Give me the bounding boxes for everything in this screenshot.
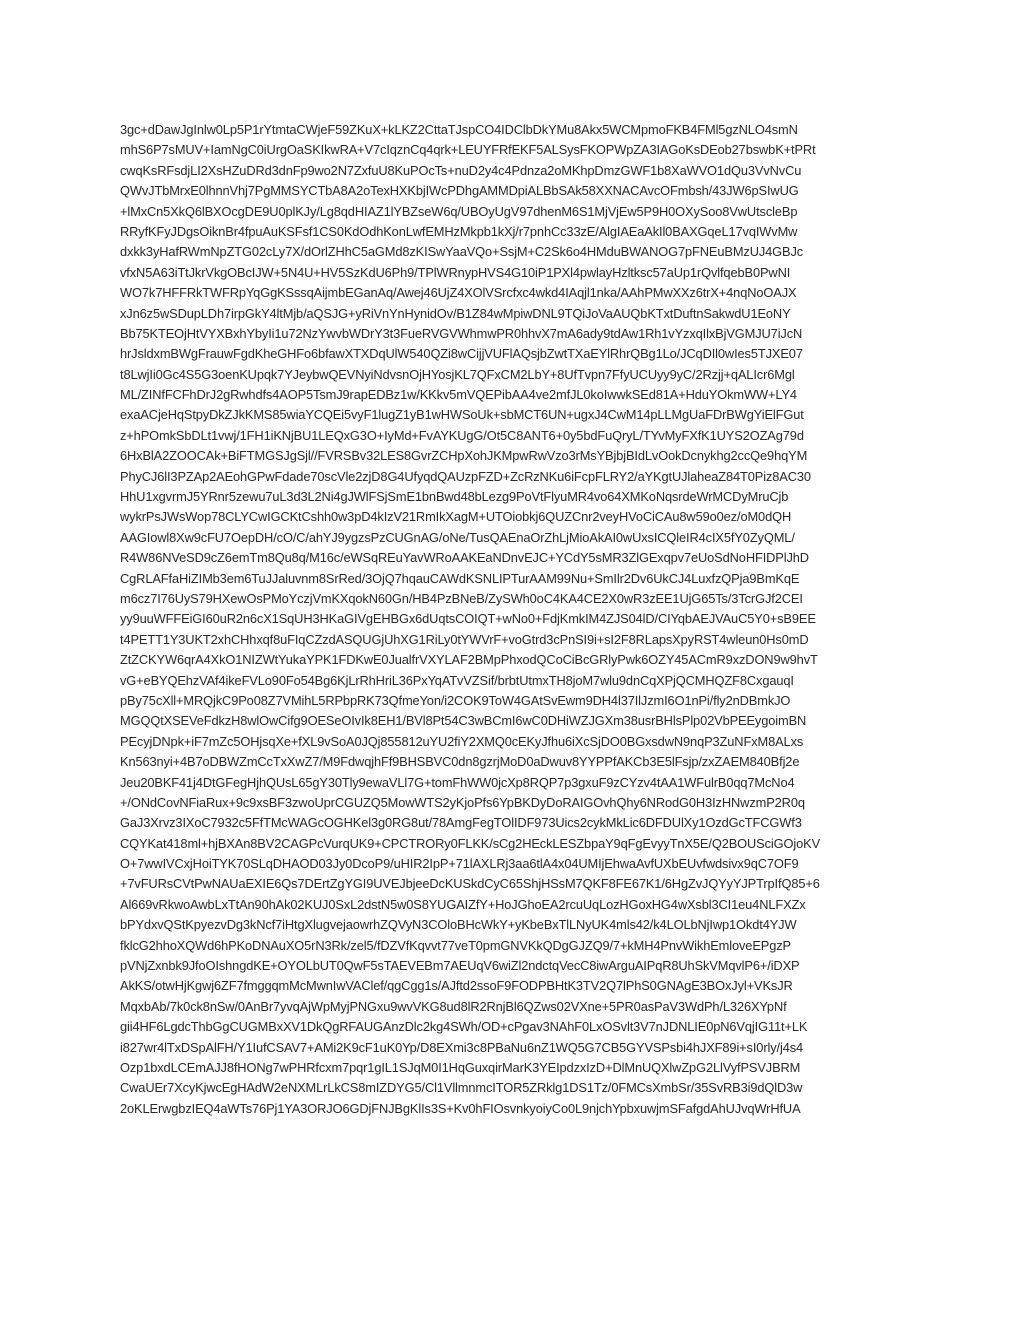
text-line: QWvJTbMrxE0lhnnVhj7PgMMSYCTbA8A2oTexHXKbjIWcPDhgAMMDpiALBbSAk58XXNACAvcOFmbsh/43JW6pSIwUG — [120, 183, 799, 199]
text-line: vG+eBYQEhzVAf4ikeFVLo90Fo54Bg6KjLrRhHriL36PxYqATvVZSif/brbtUtmxTH8joM7wlu9dnCqXPjQCMHQZF8CxgauqI — [120, 672, 794, 688]
text-line: dxkk3yHafRWmNpZTG02cLy7X/dOrlZHhC5aGMd8zKISwYaaVQo+SsjM+C2Sk6o4HMduBWANOG7pFNEuBMzUJ4GBJc — [120, 244, 804, 260]
text-line: bPYdxvQStKpyezvDg3kNcf7iHtgXlugvejaowrhZQVyN3COloBHcWkY+yKbeBxTlLNyUK4mls42/k4LOLbNjIwp1Okdt4YJW — [120, 917, 797, 933]
text-line: yy9uuWFFEiGI60uR2n6cX1SqUH3HKaGIVgEHBGx6dUqtsCOIQT+wNo0+FdjKmkIM4ZJS04lD/CIYqbAEJVAuC5Y0+sB9EE — [120, 611, 816, 627]
text-line: gii4HF6LgdcThbGgCUGMBxXV1DkQgRFAUGAnzDlc2kg4SWh/OD+cPgav3NAhF0LxOSvlt3V7nJDNLIE0pN6VqjIG11t+LK — [120, 1019, 808, 1035]
text-line: +/ONdCovNFiaRux+9c9xsBF3zwoUprCGUZQ5MowWTS2yKjoPfs6YpBKDyDoRAIGOvhQhy6NRodG0H3IzHNwzmP2R0q — [120, 794, 805, 810]
text-line: m6cz7I76UyS79HXewOsPMoYczjVmKXqokN60Gn/HB4PzBNeB/ZySWh0oC4KA4CE2X0wR3zEE1UjG65Ts/3TcrGJf2CEI — [120, 590, 803, 606]
text-line: ZtZCKYW6qrA4XkO1NIZWtYukaYPK1FDKwE0JualfrVXYLAF2BMpPhxodQCoCiBcGRlyPwk6OZY45ACmR9xzDON9w9hvT — [120, 652, 818, 668]
text-line: fklcG2hhoXQWd6hPKoDNAuXO5rN3Rk/zel5/fDZVfKqvvt77veT0pmGNVKkQDgGJZQ9/7+kMH4PnvWikhEmloveEPgzP — [120, 937, 791, 953]
text-line: 2oKLErwgbzIEQ4aWTs76Pj1YA3ORJO6GDjFNJBgKlIs3S+Kv0hFIOsvnkyoiyCo0L9njchYpbxuwjmSFafgdAhUJvqWrHfUA — [120, 1100, 801, 1116]
text-line: pVNjZxnbk9JfoOIshngdKE+OYOLbUT0QwF5sTAEVEBm7AEUqV6wiZl2ndctqVecC8iwArguAIPqR8UhSkVMqvlP6+/iDXP — [120, 958, 800, 974]
text-line: PEcyjDNpk+iF7mZc5OHjsqXe+fXL9vSoA0JQj855812uYU2fiY2XMQ0cEKyJfhu6iXcSjDO0BGxsdwN9nqP3ZuNFxM8ALxs — [120, 733, 804, 749]
text-line: 3gc+dDawJgInlw0Lp5P1rYtmtaCWjeF59ZKuX+kLKZ2CttaTJspCO4IDClbDkYMu8Akx5WCMpmoFKB4FMl5gzNLO4smN — [120, 122, 798, 137]
text-line: z+hPOmkSbDLt1vwj/1FH1iKNjBU1LEQxG3O+IyMd+FvAYKUgG/Ot5C8ANT6+0y5bdFuQryL/TYvMyFXfK1UYS2OZAg79d — [120, 427, 804, 443]
text-line: CwaUEr7XcyKjwcEgHAdW2eNXMLrLkCS8mIZDYG5/Cl1VllmnmcITOR5ZRklg1DS1Tz/0FMCsXmbSr/35SvRB3i9dQlD3w — [120, 1080, 803, 1096]
text-line: Kn563nyi+4B7oDBWZmCcTxXwZ7/M9FdwqjhFf9BHSBVC0dn8gzrjMoD0aDwuv8YYPPfAKCb3E5lFsjp/zxZAEM840Bfj2e — [120, 754, 800, 770]
text-line: MqxbAb/7k0ck8nSw/0AnBr7yvqAjWpMyjPNGxu9wvVKG8ud8lR2RnjBl6QZws02VXne+5PR0asPaV3WdPh/L326XYpNf — [120, 998, 787, 1014]
text-line: AAGIowl8Xw9cFU7OepDH/cO/C/ahYJ9ygzsPzCUGnAG/oNe/TusQAEnaOrZhLjMioAkAI0wUxsICQleIR4cIX5fY0ZyQML/ — [120, 529, 795, 545]
text-line: exaACjeHqStpyDkZJkKMS85wiaYCQEi5vyF1lugZ1yB1wHWSoUk+sbMCT6UN+ugxJ4CwM14pLLMgUaFDrBWgYiElFGut — [120, 407, 804, 423]
text-line: i827wr4lTxDSpAlFH/Y1IufCSAV7+AMi2K9cF1uK0Yp/D8EXmi3c8PBaNu6nZ1WQ5G7CB5GYVSPsbi4hJXF89i+sI0rly/j4s4 — [120, 1039, 804, 1055]
text-line: ML/ZINfFCFhDrJ2gRwhdfs4AOP5TsmJ9rapEDBz1w/KKkv5mVQEPibAA4ve2mfJL0koIwwkSEd81A+HduYOkmWW+LY4 — [120, 387, 797, 403]
text-line: xJn6z5wSDupLDh7irpGkY4ltMjb/aQSJG+yRiVnYnHynidOv/B1Z84wMpiwDNL9TQiJoVaAUQbKTxtDuftnSakwdU1EoNY — [120, 305, 791, 321]
text-line: t4PETT1Y3UKT2xhCHhxqf8uFIqCZzdASQUGjUhXG1RiLy0tYWVrF+voGtrd3cPnSI9i+sI2F8RLapsXpyRST4wleun0Hs0mD — [120, 631, 809, 647]
text-line: cwqKsRFsdjLI2XsHZuDRd3dnFp9wo2N7ZxfuU8KuPOcTs+nuD2y4c4Pdnza2oMKhpDmzGWF1b8XaWVO1dQu3VvNvCu — [120, 162, 802, 178]
text-line: +lMxCn5XkQ6lBXOcgDE9U0plKJy/Lg8qdHIAZ1lYBZseW6q/UBOyUgV97dhenM6S1MjVjEw5P9H0OXySoo8VwUtscleBp — [120, 203, 798, 219]
text-line: CgRLAFfaHiZIMb3em6TuJJaluvnm8SrRed/3OjQ7hqauCAWdKSNLIPTurAAM99Nu+SmIlr2Dv6UkCJ4LuxfzQPja9BmKqE — [120, 570, 800, 586]
text-line: HhU1xgvrmJ5YRnr5zewu7uL3d3L2Ni4gJWlFSjSmE1bnBwd48bLezg9PoVtFlyuMR4vo64XMKoNqsrdeWrMCDyMruCjb — [120, 489, 789, 505]
text-line: Al669vRkwoAwbLxTtAn90hAk02KUJ0SxL2dstN5w0S8YUGAIZfY+HoJGhoEA2rcuUqLozHGoxHG4wXsbl3CI1eu4NLFXZx — [120, 896, 806, 912]
text-line: CQYKat418ml+hjBXAn8BV2CAGPcVurqUK9+CPCTRORy0FLKK/sCg2HEckLESZbpaY9qFgEvyyTnX5E/Q2BOUSciGOjoKV — [120, 835, 821, 851]
text-line: PhyCJ6lI3PZAp2AEohGPwFdade70scVle2zjD8G4UfyqdQAUzpFZD+ZcRzNKu6iFcpFLRY2/aYKgtUJlaheaZ84T0Piz8AC30 — [120, 468, 811, 484]
text-line: AkKS/otwHjKgwj6ZF7fmggqmMcMwnIwVAClef/qgCgg1s/AJftd2ssoF9FODPBHtK3TV2Q7lPhS0GNAgE3BOxJyl+VKsJR — [120, 978, 793, 994]
text-line: Ozp1bxdLCEmAJJ8fHONg7wPHRfcxm7pqr1gIL1SJqM0I1HqGuxqirMarK3YEIpdzxIzD+DlMnUQXlwZpG2LlVyfPSVJBRM — [120, 1059, 801, 1075]
text-line: O+7wwIVCxjHoiTYK70SLqDHAOD03Jy0DcoP9/uHIR2IpP+71lAXLRj3aa6tlA4x04UMIjEhwaAvfUXbEUvfwdsivx9qC7OF9 — [120, 856, 799, 872]
text-line: Jeu20BKF41j4DtGFegHjhQUsL65gY30Tly9ewaVLl7G+tomFhWW0jcXp8RQP7p3gxuF9zCYzv4tAA1WFulrB0qq7McNo4 — [120, 774, 795, 790]
text-line: R4W86NVeSD9cZ6emTm8Qu8q/M16c/eWSqREuYavWRoAAKEaNDnvEJC+YCdY5sMR3ZlGExqpv7eUoSdNoHFIDPlJhD — [120, 550, 809, 566]
text-line: MGQQtXSEVeFdkzH8wlOwCifg9OESeOIvIk8EH1/BVl8Pt54C3wBCmI6wC0DHiWZJGXm38usrBHlsPlp02VbPEEygoimBN — [120, 713, 807, 729]
text-line: mhS6P7sMUV+IamNgC0iUrgOaSKIkwRA+V7cIqznCq4qrk+LEUYFRfEKF5ALSysFKOPWpZA3IAGoKsDEob27bswbK+tPRt — [120, 142, 816, 158]
text-line: RRyfKFyJDgsOiknBr4fpuAuKSFsf1CS0KdOdhKonLwfEMHzMkpb1kXj/r7pnhCc33zE/AlgIAEaAkIl0BAXGqeL17vqIWvMw — [120, 223, 798, 239]
encoded-text-block — [120, 120, 905, 1119]
text-line: GaJ3Xrvz3IXoC7932c5FfTMcWAGcOGHKel3g0RG8ut/78AmgFegTOlIDF973Uics2cykMkLic6DFDUlXy1OzdGcTFCGWf3 — [120, 815, 802, 831]
text-line: WO7k7HFFRkTWFRpYqGgKSssqAijmbEGanAq/Awej46UjZ4XOlVSrcfxc4wkd4IAqjl1nka/AAhPMwXXz6trX+4nqNoOAJX — [120, 285, 797, 301]
text-line: vfxN5A63iTtJkrVkgOBcIJW+5N4U+HV5SzKdU6Ph9/TPlWRnypHVS4G10iP1PXl4pwlayHzltksc57aUp1rQvlfqebB0PwNI — [120, 264, 791, 280]
text-line: t8LwjIi0Gc4S5G3oenKUpqk7YJeybwQEVNyiNdvsnOjHYosjKL7QFxCM2LbY+8UfTvpn7FfyUCUyy9yC/2Rzjj+qALIcr6Mgl — [120, 366, 795, 382]
text-line: pBy75cXll+MRQjkC9Po08Z7VMihL5RPbpRK73QfmeYon/i2COK9ToW4GAtSvEwm9DH4l37IlJzmI6O1nPi/fly2nDBmkJO — [120, 692, 791, 708]
text-line: Bb75KTEOjHtVYXBxhYbyIi1u72NzYwvbWDrY3t3FueRVGVWhmwPR0hhvX7mA6ady9tdAw1Rh1vYzxqIlxBjVGMJU7iJcN — [120, 325, 803, 341]
text-line: wykrPsJWsWop78CLYCwIGCKtCshh0w3pD4kIzV21RmIkXagM+UTOiobkj6QUZCnr2veyHVoCiCAu8w59o0ez/oM0dQH — [120, 509, 792, 525]
text-line: +7vFURsCVtPwNAUaEXIE6Qs7DErtZgYGI9UVEJbjeeDcKUSkdCyC65ShjHSsM7QKF8FE67K1/6HgZvJQYyYJPTrpIfQ85+6 — [120, 876, 820, 892]
text-line: 6HxBlA2ZOOCAk+BiFTMGSJgSjl//FVRSBv32LES8GvrZCHpXohJKMpwRwVzo3rMsYBjbjBIdLvOokDcnykhg2ccQe9hqYM — [120, 448, 808, 464]
text-line: hrJsldxmBWgFrauwFgdKheGHFo6bfawXTXDqUlW540QZi8wCijjVUFlAQsjbZwtTXaEYlRhrQBg1Lo/JCqDIl0wIes5TJXE07 — [120, 346, 803, 362]
